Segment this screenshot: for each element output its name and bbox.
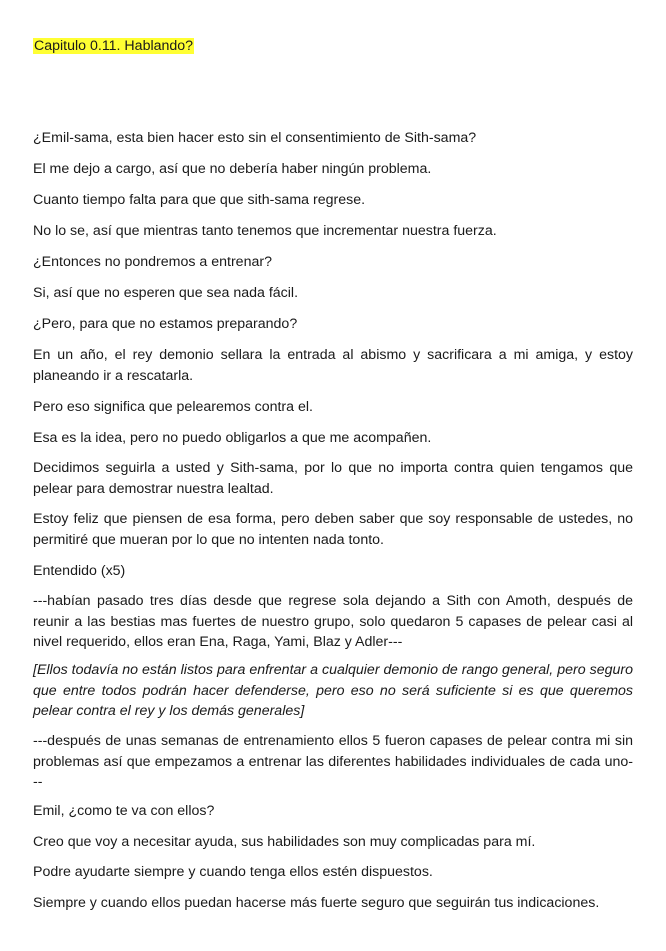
paragraph-8: En un año, el rey demonio sellara la entrada al abismo y sacrificara a mi amiga, y estoy planeando ir a rescatarla. xyxy=(33,347,633,384)
paragraph-3: Cuanto tiempo falta para que que sith-sama regrese. xyxy=(33,192,366,208)
paragraph-2: El me dejo a cargo, así que no debería haber ningún problema. xyxy=(33,161,432,177)
paragraph-13: Entendido (x5) xyxy=(33,563,126,579)
paragraph-15-italic: [Ellos todavía no están listos para enfrentar a cualquier demonio de rango general, pero seguro que entre todos podrán hacer defenderse, pero eso no será suficiente si es que queremos pelear contra el rey y los demás generales] xyxy=(33,662,633,719)
paragraph-10: Esa es la idea, pero no puedo obligarlos a que me acompañen. xyxy=(33,430,432,446)
paragraph-11: Decidimos seguirla a usted y Sith-sama, por lo que no importa contra quien tengamos que pelear para demostrar nuestra lealtad. xyxy=(33,460,633,497)
paragraph-20: Siempre y cuando ellos puedan hacerse más fuerte seguro que seguirán tus indicaciones. xyxy=(33,895,600,911)
chapter-title-highlight: Capitulo 0.11. Hablando? xyxy=(34,38,194,54)
paragraph-18: Creo que voy a necesitar ayuda, sus habilidades son muy complicadas para mí. xyxy=(33,834,536,850)
paragraph-12: Estoy feliz que piensen de esa forma, pero deben saber que soy responsable de ustedes, no permitiré que mueran por lo que no intenten nada tonto. xyxy=(33,511,633,548)
paragraph-16: ---después de unas semanas de entrenamiento ellos 5 fueron capases de pelear contra mi sin problemas así que empezamos a entrenar las diferentes habilidades individuales de cada uno--- xyxy=(33,733,633,790)
paragraph-6: Si, así que no esperen que sea nada fácil. xyxy=(33,285,299,301)
paragraph-4: No lo se, así que mientras tanto tenemos que incrementar nuestra fuerza. xyxy=(33,223,497,239)
paragraph-9: Pero eso significa que pelearemos contra el. xyxy=(33,399,313,415)
paragraph-5: ¿Entonces no pondremos a entrenar? xyxy=(33,254,272,270)
paragraph-7: ¿Pero, para que no estamos preparando? xyxy=(33,316,298,332)
paragraph-17: Emil, ¿como te va con ellos? xyxy=(33,803,215,819)
chapter-title xyxy=(33,36,194,56)
paragraph-14: ---habían pasado tres días desde que regrese sola dejando a Sith con Amoth, después de reunir a las bestias mas fuertes de nuestro grupo, solo quedaron 5 capases de pelear casi al nivel requerido, ellos eran Ena, Raga, Yami, Blaz y Adler--- xyxy=(33,593,633,650)
paragraph-19: Podre ayudarte siempre y cuando tenga ellos estén dispuestos. xyxy=(33,864,433,880)
paragraph-1: ¿Emil-sama, esta bien hacer esto sin el consentimiento de Sith-sama? xyxy=(33,130,477,146)
